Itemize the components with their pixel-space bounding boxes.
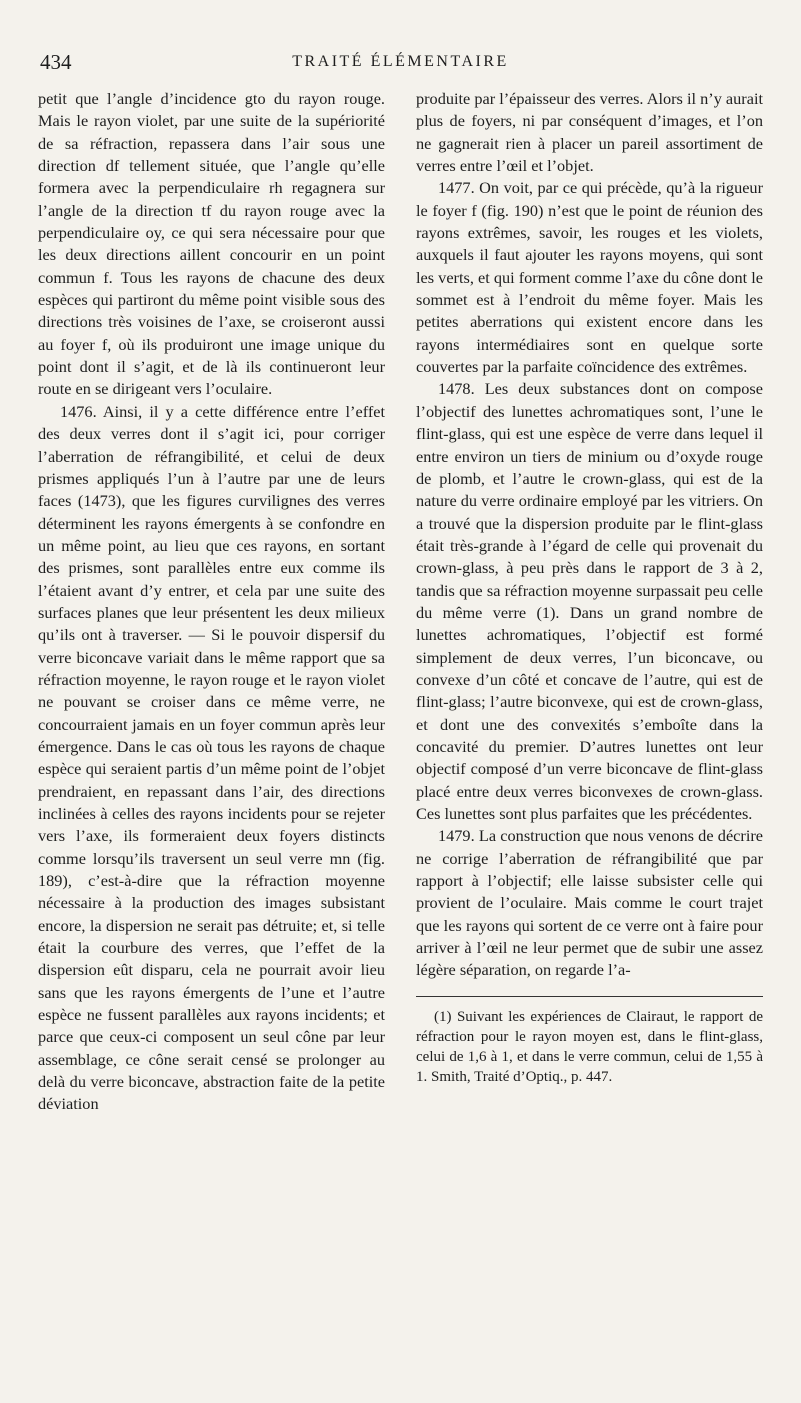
right-paragraph-continuation: produite par l’épaisseur des verres. Alors il n’y aurait plus de foyers, ni par conséquent d’images, et l’on ne gagnerait rien à placer un pareil assortiment de verres entre l’œil et l’objet. (416, 89, 763, 176)
footnote-divider (416, 996, 763, 997)
left-column (38, 88, 385, 1116)
paragraph-1478: 1478. Les deux substances dont on compose l’objectif des lunettes achromatiques sont, l’une le flint-glass, qui est une espèce de verre dans lequel il entre environ un tiers de minium ou d’oxyde rouge de plomb, et l’autre le crown-glass, qui est de la nature du verre ordinaire employé par les vitriers. On a trouvé que la dispersion produite par le flint-glass était très-grande à l’égard de celle qui provenait du crown-glass, à peu près dans le rapport de 3 à 2, tandis que sa réfraction moyenne surpassait peu celle du même verre (1). Dans un grand nombre de lunettes achromatiques, l’objectif est formé simplement de deux verres, l’un biconcave, ou convexe d’un côté et concave de l’autre, qui est de flint-glass; l’autre biconvexe, qui est de crown-glass, et dont une des convexités s’emboîte dans la concavité du premier. D’autres lunettes ont leur objectif composé d’un verre biconcave de flint-glass placé entre deux verres biconvexes de crown-glass. Ces lunettes sont plus parfaites que les précédentes. (416, 379, 763, 823)
footnote: (1) Suivant les expériences de Clairaut, le rapport de réfraction pour le rayon moyen est, dans le flint-glass, celui de 1,6 à 1, et dans le verre commun, celui de 1,55 à 1. Smith, Traité d’Optiq., p. 447. (416, 1008, 763, 1085)
running-head: TRAITÉ ÉLÉMENTAIRE (292, 53, 509, 70)
right-column (416, 88, 763, 1116)
page-header (38, 50, 763, 80)
paragraph-1476: 1476. Ainsi, il y a cette différence entre l’effet des deux verres dont il s’agit ici, pour corriger l’aberration de réfrangibilité, et celui de deux prismes appliqués l’un à l’autre par une de leurs faces (1473), que les figures curvilignes des verres déterminent les rayons émergents à se confondre en un même point, au lieu que ces rayons, en sortant des prismes, sont parallèles entre eux comme ils l’étaient avant d’y entrer, et cela par une suite des surfaces planes que leur présentent les deux milieux qu’ils ont à traverser. — Si le pouvoir dispersif du verre biconcave variait dans le même rapport que sa réfraction moyenne, le rayon rouge et le rayon violet ne pouvant se croiser dans ce même verre, ne concourraient jamais en un foyer commun après leur émergence. Dans le cas où tous les rayons de chaque espèce qui seraient partis d’un même point de l’objet prendraient, en repassant dans l’air, des directions inclinées à celles des rayons incidents pour se rejeter vers l’axe, ils formeraient deux foyers distincts comme lorsqu’ils traversent un seul verre mn (fig. 189), c’est-à-dire que la réfraction moyenne nécessaire à la production des images subsistant encore, la dispersion ne serait pas détruite; et, si telle était la courbure des verres, que l’effet de la dispersion eût disparu, cela ne pourrait avoir lieu sans que les rayons émergents de l’une et l’autre espèce ne fussent parallèles aux rayons incidents; et parce que ceux-ci composent un seul cône par leur assemblage, ce cône serait censé se prolonger au delà du verre biconcave, abstraction faite de la petite déviation (38, 401, 385, 1114)
text-columns (38, 88, 763, 1116)
paragraph-1477: 1477. On voit, par ce qui précède, qu’à la rigueur le foyer f (fig. 190) n’est que le point de réunion des rayons extrêmes, savoir, les rouges et les violets, auxquels il faut ajouter les rayons moyens, qui sont les verts, et qui forment comme l’axe du cône dont le sommet est à l’endroit du même foyer. Mais les petites aberrations qui existent encore dans les rayons intermédiaires sont en quelque sorte couvertes par la parfaite coïncidence des extrêmes. (416, 178, 763, 377)
left-paragraph-1: petit que l’angle d’incidence gto du rayon rouge. Mais le rayon violet, par une suite de la supériorité de sa réfraction, repassera dans l’air sous une direction df tellement située, que l’angle qu’elle formera avec la perpendiculaire rh regagnera sur l’angle de la direction tf du rayon rouge avec la perpendiculaire oy, ce qui sera nécessaire pour que les deux directions aillent concourir en un point commun f. Tous les rayons de chacune des deux espèces qui partiront du même point visible sous des directions très voisines de l’axe, se croiseront aussi au foyer f, où ils produiront une image unique du point dont il s’agit, et de là ils continueront leur route en se dirigeant vers l’oculaire. (38, 89, 385, 399)
paragraph-1479: 1479. La construction que nous venons de décrire ne corrige l’aberration de réfrangibilité que par rapport à l’objectif; elle laisse subsister celle qui provient de l’oculaire. Mais comme le court trajet que les rayons qui sortent de ce verre ont à faire pour arriver à l’œil ne leur permet que de subir une assez légère séparation, on regarde l’a- (416, 826, 763, 980)
page-number: 434 (40, 50, 72, 74)
